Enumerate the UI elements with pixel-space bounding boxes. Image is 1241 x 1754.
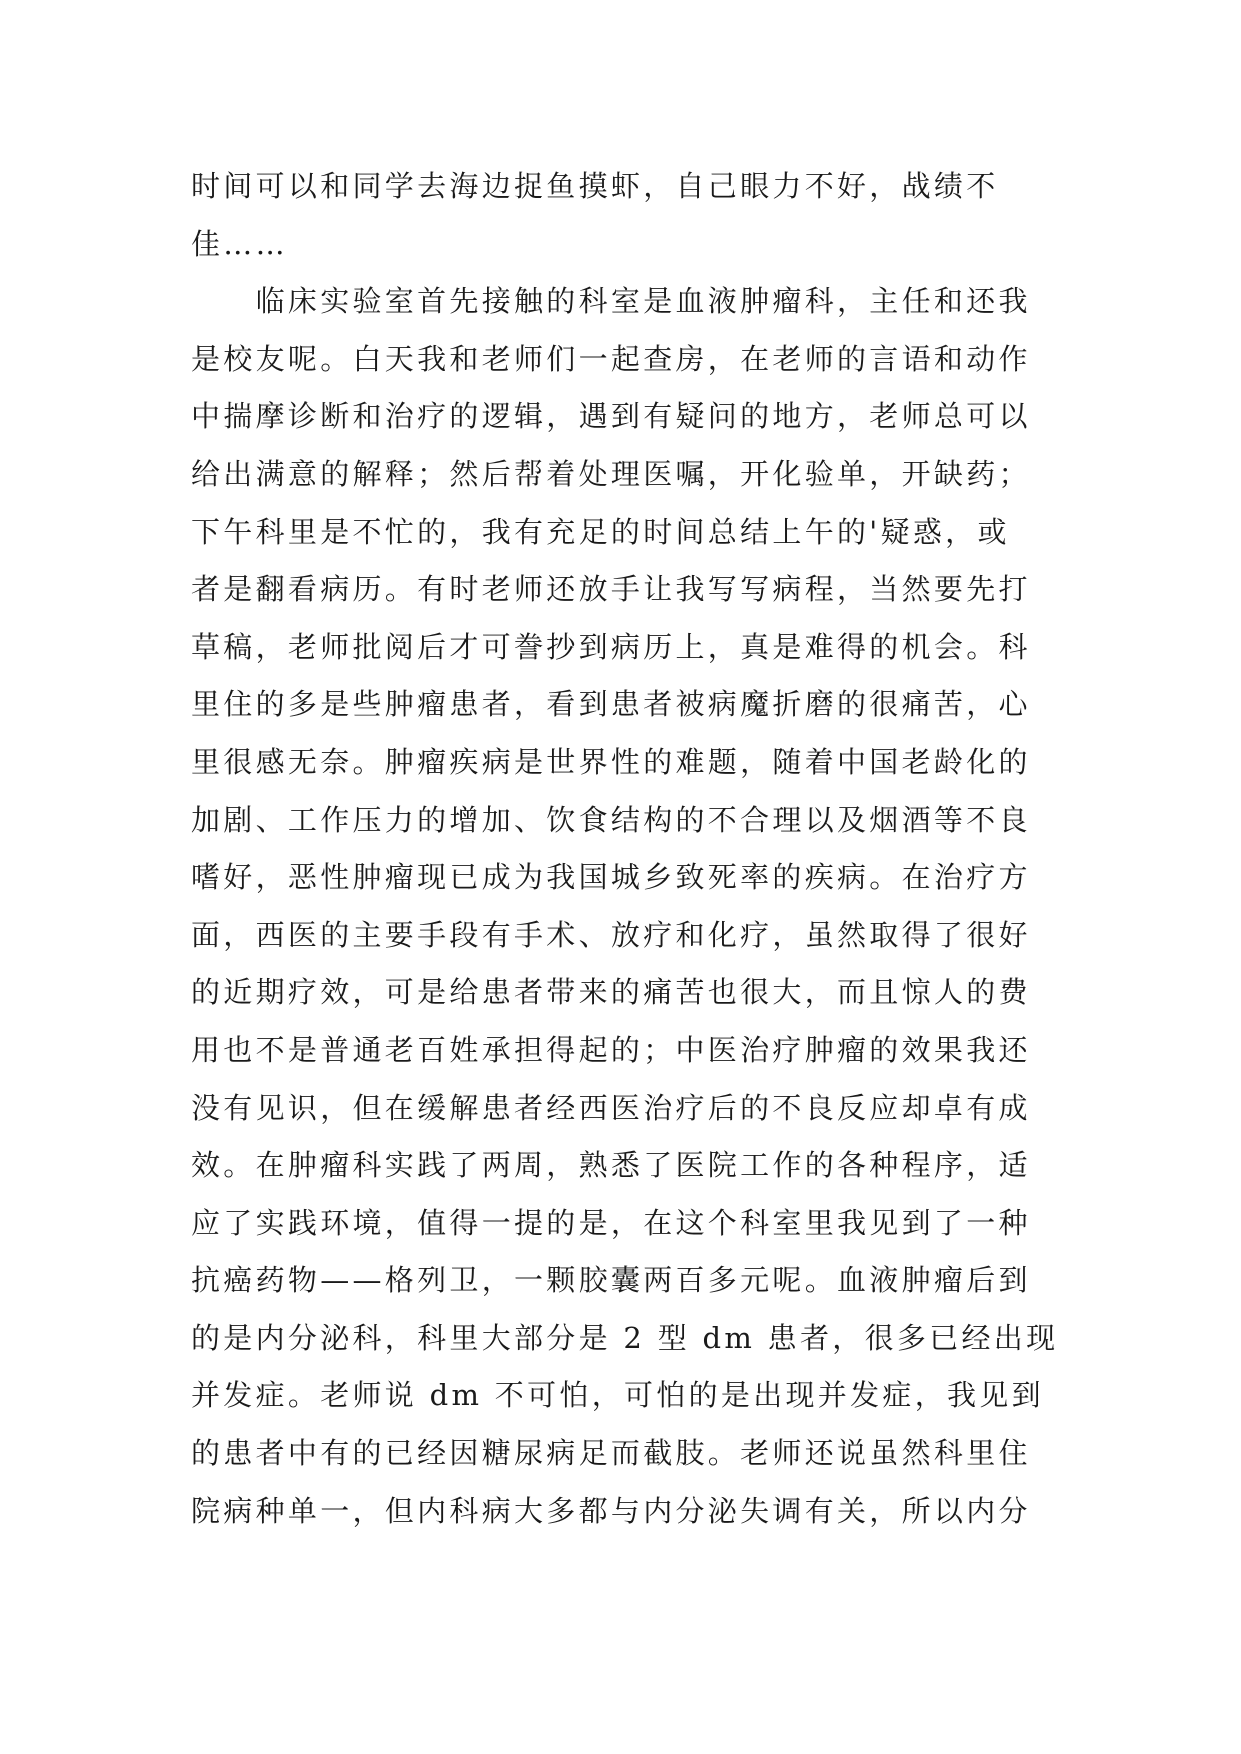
text-line: 草稿，老师批阅后才可誊抄到病历上，真是难得的机会。科 — [191, 629, 1031, 664]
text-line: 是校友呢。白天我和老师们一起查房，在老师的言语和动作 — [191, 341, 1031, 376]
text-line: 给出满意的解释；然后帮着处理医嘱，开化验单，开缺药； — [191, 456, 1031, 491]
text-line: 下午科里是不忙的，我有充足的时间总结上午的'疑惑，或 — [191, 514, 1010, 549]
text-line: 面，西医的主要手段有手术、放疗和化疗，虽然取得了很好 — [191, 917, 1031, 952]
text-line: 的近期疗效，可是给患者带来的痛苦也很大，而且惊人的费 — [191, 975, 1031, 1010]
text-line: 里住的多是些肿瘤患者，看到患者被病魔折磨的很痛苦，心 — [191, 687, 1031, 722]
text-line: 的是内分泌科，科里大部分是 2 型 dm 患者，很多已经出现 — [191, 1320, 1059, 1355]
text-line: 临床实验室首先接触的科室是血液肿瘤科，主任和还我 — [191, 284, 1031, 319]
text-line: 应了实践环境，值得一提的是，在这个科室里我见到了一种 — [191, 1205, 1031, 1240]
text-line: 效。在肿瘤科实践了两周，熟悉了医院工作的各种程序，适 — [191, 1148, 1031, 1183]
text-line: 没有见识，但在缓解患者经西医治疗后的不良反应却卓有成 — [191, 1090, 1031, 1125]
text-line: 加剧、工作压力的增加、饮食结构的不合理以及烟酒等不良 — [191, 802, 1031, 837]
text-line: 佳…… — [191, 226, 288, 261]
text-line: 院病种单一，但内科病大多都与内分泌失调有关，所以内分 — [191, 1493, 1031, 1528]
text-line: 嗜好，恶性肿瘤现已成为我国城乡致死率的疾病。在治疗方 — [191, 860, 1031, 895]
body-text — [191, 158, 1059, 1540]
text-line: 中揣摩诊断和治疗的逻辑，遇到有疑问的地方，老师总可以 — [191, 399, 1031, 434]
text-line: 并发症。老师说 dm 不可怕，可怕的是出现并发症，我见到 — [191, 1378, 1044, 1413]
text-line: 抗癌药物——格列卫，一颗胶囊两百多元呢。血液肿瘤后到 — [191, 1263, 1031, 1298]
text-line: 里很感无奈。肿瘤疾病是世界性的难题，随着中国老龄化的 — [191, 744, 1031, 779]
text-line: 的患者中有的已经因糖尿病足而截肢。老师还说虽然科里住 — [191, 1436, 1031, 1471]
text-line: 时间可以和同学去海边捉鱼摸虾，自己眼力不好，战绩不 — [191, 169, 999, 203]
text-line: 者是翻看病历。有时老师还放手让我写写病程，当然要先打 — [191, 572, 1031, 607]
text-line: 用也不是普通老百姓承担得起的；中医治疗肿瘤的效果我还 — [191, 1032, 1031, 1067]
